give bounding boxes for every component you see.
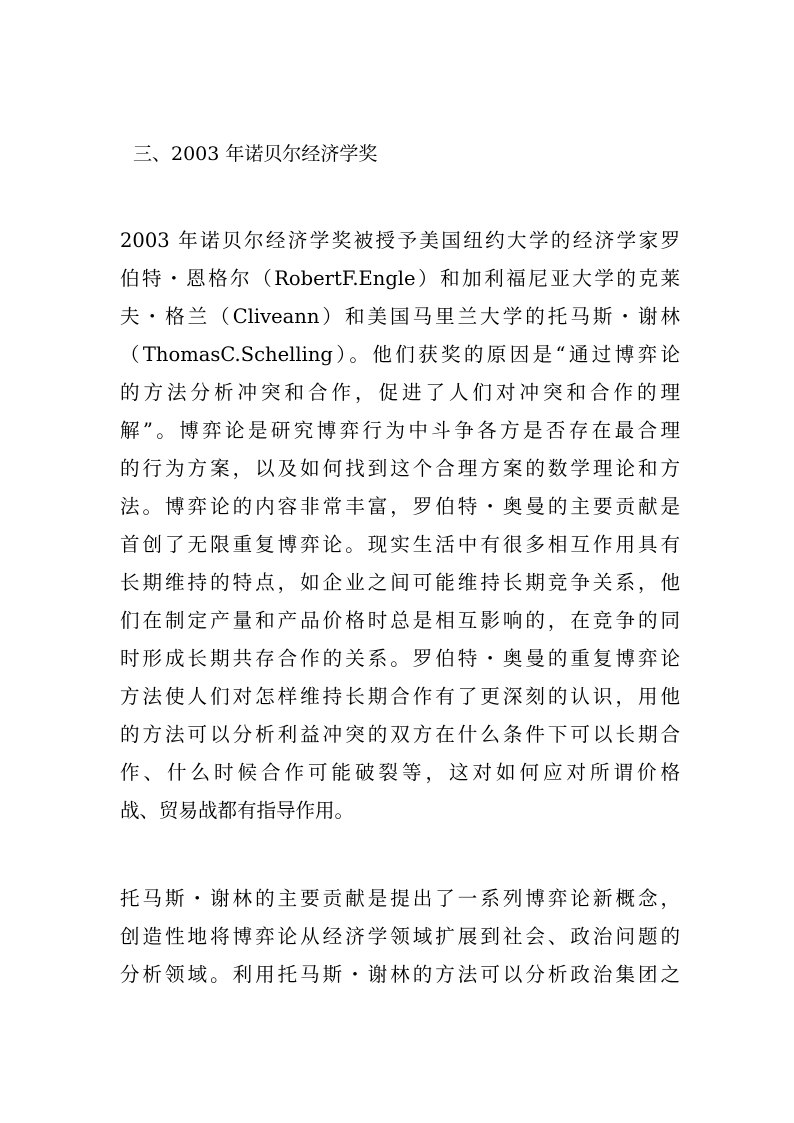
text-line: 伯特・恩格尔（RobertF.Engle）和加利福尼亚大学的克莱 xyxy=(120,267,680,290)
text-line: 的行为方案，以及如何找到这个合理方案的数学理论和方 xyxy=(120,457,680,480)
text-line: 夫・格兰（Cliveann）和美国马里兰大学的托马斯・谢林 xyxy=(120,305,680,328)
text-line: 托马斯・谢林的主要贡献是提出了一系列博弈论新概念， xyxy=(120,887,680,910)
text-line: （ThomasC.Schelling）。他们获奖的原因是“通过博弈论 xyxy=(120,343,680,366)
text-line: 作、什么时候合作可能破裂等，这对如何应对所谓价格 xyxy=(120,761,680,784)
text-line: 战、贸易战都有指导作用。 xyxy=(120,799,355,822)
section-heading: 三、2003 年诺贝尔经济学奖 xyxy=(133,143,378,165)
text-line: 解”。博弈论是研究博弈行为中斗争各方是否存在最合理 xyxy=(120,419,680,442)
text-line: 方法使人们对怎样维持长期合作有了更深刻的认识，用他 xyxy=(120,685,680,708)
paragraph-schelling xyxy=(120,880,680,994)
text-line: 时形成长期共存合作的关系。罗伯特・奥曼的重复博弈论 xyxy=(120,647,680,670)
text-line: 2003 年诺贝尔经济学奖被授予美国纽约大学的经济学家罗 xyxy=(120,229,680,252)
text-line: 长期维持的特点，如企业之间可能维持长期竞争关系，他 xyxy=(120,571,680,594)
paragraph-nobel-2003 xyxy=(120,222,680,830)
text-line: 法。博弈论的内容非常丰富，罗伯特・奥曼的主要贡献是 xyxy=(120,495,680,518)
text-line: 的方法可以分析利益冲突的双方在什么条件下可以长期合 xyxy=(120,723,680,746)
text-line: 首创了无限重复博弈论。现实生活中有很多相互作用具有 xyxy=(120,533,680,556)
text-line: 们在制定产量和产品价格时总是相互影响的，在竞争的同 xyxy=(120,609,680,632)
text-line: 创造性地将博弈论从经济学领域扩展到社会、政治问题的 xyxy=(120,925,680,948)
text-line: 分析领域。利用托马斯・谢林的方法可以分析政治集团之 xyxy=(120,963,680,986)
text-line: 的方法分析冲突和合作，促进了人们对冲突和合作的理 xyxy=(120,381,680,404)
